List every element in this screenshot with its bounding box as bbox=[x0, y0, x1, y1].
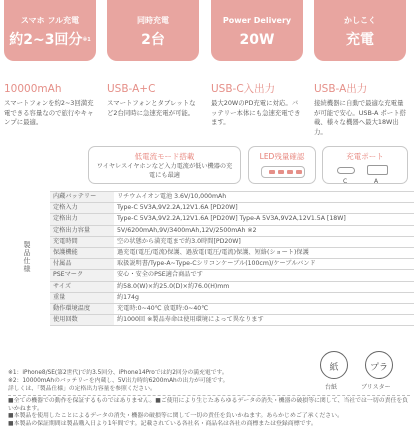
feature-dual-charge-subtitle: USB-A+C bbox=[107, 83, 199, 96]
led-indicator-title: LED残量確認 bbox=[249, 151, 315, 162]
feature-smart-charge-subtitle: USB-A出力 bbox=[314, 83, 406, 96]
usb-a-port-label: A bbox=[374, 178, 378, 185]
spec-value: 約58.0(W)×約25.0(D)×約76.0(H)mm bbox=[114, 281, 414, 292]
footnote-1: ※1：iPhone8/SE(第2世代)で約3.5回分、iPhone14Proでは約2回分の満充電です。 bbox=[8, 369, 268, 377]
feature-dual-charge bbox=[107, 0, 199, 118]
low-current-mode-desc: ワイヤレスイヤホンなど入力電流が低い機器の充電にも最適 bbox=[95, 163, 234, 180]
spec-value: 約174g bbox=[114, 292, 414, 303]
feature-power-delivery-badge bbox=[211, 0, 303, 61]
footnote-2: ※2：10000mAhのバッテリーを内蔵し、5V出力時約6200mAhの出力が可能です。 bbox=[8, 377, 268, 385]
spec-key: 定格入力 bbox=[50, 203, 114, 214]
spec-row bbox=[4, 192, 414, 203]
spec-row bbox=[4, 214, 414, 225]
feature-capacity-badge bbox=[4, 0, 96, 61]
spec-key: 付属品 bbox=[50, 259, 114, 270]
feature-capacity-line1: スマホ フル充電 bbox=[4, 0, 96, 26]
spec-row bbox=[4, 315, 414, 326]
spec-key: 重量 bbox=[50, 292, 114, 303]
usb-c-port-label: C bbox=[343, 178, 347, 185]
spec-value: 取扱説明書/Type-A~Type-Cシリコンケーブル(100cm)/ケーブルバンド bbox=[114, 259, 414, 270]
feature-power-delivery-desc: 最大20WのPD充電に対応。バッテリー本体にも急速充電できます。 bbox=[211, 99, 303, 128]
feature-power-delivery-subtitle: USB-C入出力 bbox=[211, 83, 303, 96]
feature-capacity-desc: スマートフォンを約2~3回満充電できる容量なので旅行やキャンプに最適。 bbox=[4, 99, 96, 128]
spec-key: PSEマーク bbox=[50, 270, 114, 281]
paper-recycle-icon bbox=[320, 351, 348, 379]
spec-key: 使用回数 bbox=[50, 315, 114, 326]
feature-capacity-subtitle: 10000mAh bbox=[4, 83, 96, 96]
feature-dual-charge-line1: 同時充電 bbox=[107, 0, 199, 26]
spec-key: 動作環境温度 bbox=[50, 303, 114, 314]
spec-side-label: 製品仕様 bbox=[22, 241, 32, 273]
spec-value: 空の状態から満充電まで約3.0時間[PD20W] bbox=[114, 236, 414, 247]
disclaimer-line-1: ■全ての機器での動作を保証するものではありません。■ご使用により生じたあらゆるデータの消失・機器の破損等に関して、当社では一切の責任を負いかねます。 bbox=[8, 398, 410, 413]
charge-port-box bbox=[322, 146, 408, 184]
disclaimer-divider bbox=[8, 395, 410, 396]
spec-row bbox=[4, 259, 414, 270]
spec-value: Type-C 5V3A,9V2.2A,12V1.6A [PD20W] Type-A 5V3A,9V2A,12V1.5A [18W] bbox=[114, 214, 414, 225]
paper-recycle-label: 台紙 bbox=[325, 382, 337, 391]
footnote-3: 詳しくは、「製品仕様」の定格出力容量を参照ください。 bbox=[8, 385, 268, 393]
plastic-recycle-label: ブリスター bbox=[361, 382, 391, 391]
spec-value: 充電時:0~40℃ 放電時:0~40℃ bbox=[114, 303, 414, 314]
low-current-mode-box bbox=[88, 146, 241, 184]
plastic-recycle-mark-text: プラ bbox=[366, 360, 392, 373]
spec-row bbox=[4, 225, 414, 236]
feature-smart-charge-line2: 充電 bbox=[314, 31, 406, 49]
feature-power-delivery-line2: 20W bbox=[211, 31, 303, 49]
disclaimer-line-2: ■本製品を使用したことによるデータの消失・機器の破損等に関して一切の責任を負いかねます。あらかじめご了承ください。 bbox=[8, 413, 410, 421]
spec-value: Type-C 5V3A,9V2.2A,12V1.6A [PD20W] bbox=[114, 203, 414, 214]
spec-key: 保護機能 bbox=[50, 247, 114, 258]
low-current-mode-title: 低電流モード搭載 bbox=[89, 151, 240, 162]
disclaimer-block bbox=[8, 395, 410, 428]
feature-smart-charge-desc: 接続機器に自動で最適な充電量が可能で安心。USB-A ポート搭載、様々な機器へ最大18W出力。 bbox=[314, 99, 406, 137]
feature-smart-charge-line1: かしこく bbox=[314, 0, 406, 26]
feature-smart-charge bbox=[314, 0, 406, 137]
spec-row bbox=[4, 236, 414, 247]
usb-a-port-icon bbox=[367, 165, 388, 175]
led-battery-icon bbox=[261, 166, 305, 178]
spec-value: リチウムイオン電池 3.6V/10,000mAh bbox=[114, 192, 414, 203]
spec-key: 定格出力 bbox=[50, 214, 114, 225]
usb-c-port-icon bbox=[337, 167, 355, 174]
led-indicator-box bbox=[248, 146, 316, 184]
spec-value: 安心・安全のPSE適合商品です bbox=[114, 270, 414, 281]
spec-table bbox=[4, 191, 414, 326]
disclaimer-line-3: ■本製品の保証期間は製品購入日より1年間です。記載されている各社名・商品名は各社の商標または登録商標です。 bbox=[8, 421, 410, 428]
spec-value: 5V/6200mAh,9V/3400mAh,12V/2500mAh ※2 bbox=[114, 225, 414, 236]
spec-key: 内蔵バッテリー bbox=[50, 192, 114, 203]
spec-value: 約1000回 ※製品寿命は使用環境によって異なります bbox=[114, 315, 414, 326]
feature-dual-charge-desc: スマートフォンとタブレットなど2台同時に急速充電が可能。 bbox=[107, 99, 199, 118]
spec-value: 過充電(電圧/電流)保護、過放電(電圧/電流)保護、短絡(ショート)保護 bbox=[114, 247, 414, 258]
footnotes bbox=[8, 369, 268, 393]
feature-dual-charge-line2: 2台 bbox=[107, 31, 199, 49]
spec-row bbox=[4, 303, 414, 314]
spec-row bbox=[4, 281, 414, 292]
feature-capacity bbox=[4, 0, 96, 128]
spec-row bbox=[4, 270, 414, 281]
spec-key: 充電時間 bbox=[50, 236, 114, 247]
feature-power-delivery bbox=[211, 0, 303, 128]
charge-port-title: 充電ポート bbox=[323, 151, 407, 162]
spec-key: サイズ bbox=[50, 281, 114, 292]
plastic-recycle-icon bbox=[365, 351, 393, 379]
spec-key: 定格出力容量 bbox=[50, 225, 114, 236]
spec-side-cell bbox=[4, 192, 50, 326]
spec-row bbox=[4, 203, 414, 214]
paper-recycle-mark-text: 紙 bbox=[321, 360, 347, 373]
feature-smart-charge-badge bbox=[314, 0, 406, 61]
feature-power-delivery-line1: Power Delivery bbox=[211, 0, 303, 26]
spec-row bbox=[4, 247, 414, 258]
feature-capacity-line2: 約2~3回分$^{※1}$ bbox=[4, 31, 96, 49]
feature-dual-charge-badge bbox=[107, 0, 199, 61]
spec-row bbox=[4, 292, 414, 303]
